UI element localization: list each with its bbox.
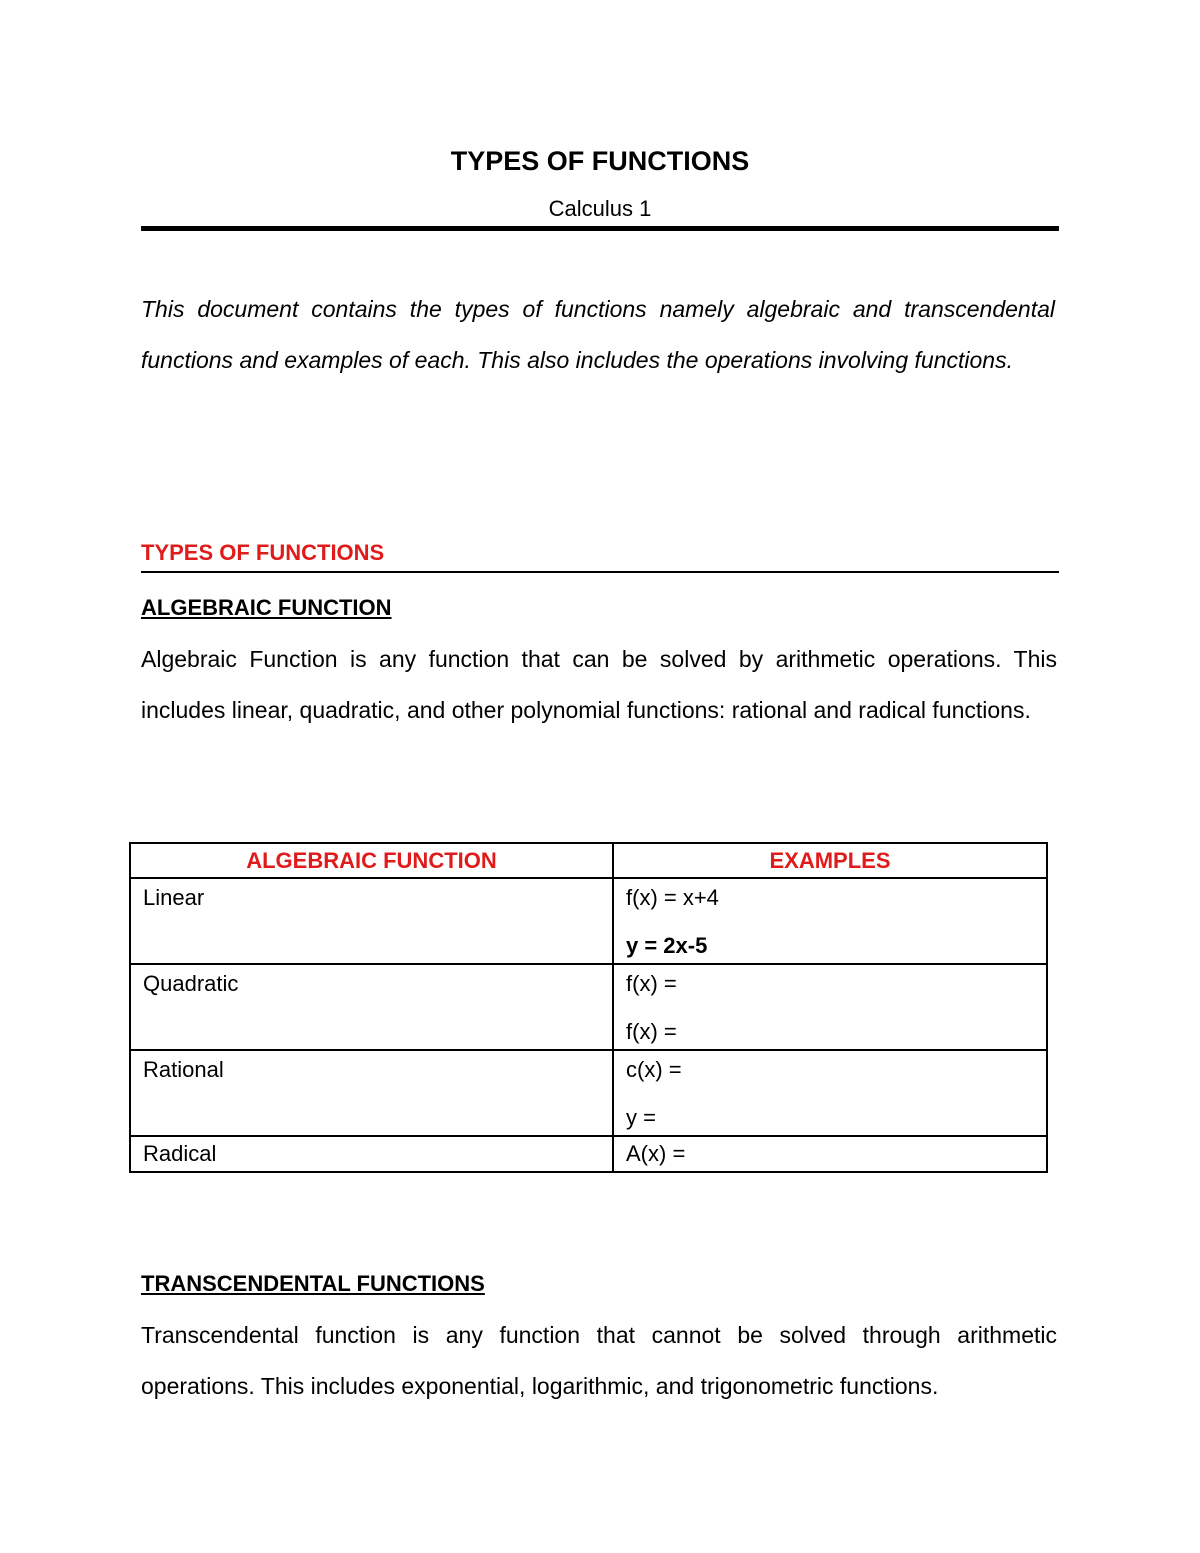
section-divider: [141, 571, 1059, 573]
table-header-type: ALGEBRAIC FUNCTION: [130, 843, 613, 878]
document-subtitle: Calculus 1: [548, 196, 652, 221]
section-heading: TYPES OF FUNCTIONS: [141, 540, 385, 565]
table-cell-type: Radical: [130, 1136, 613, 1172]
algebraic-paragraph: Algebraic Function is any function that can be solved by arithmetic operations. This includes linear, quadratic, and other polynomial functions: rational and radical functions.: [141, 646, 1057, 723]
transcendental-paragraph: Transcendental function is any function that cannot be solved through arithmetic operations. This includes exponential, logarithmic, and trigonometric functions.: [141, 1322, 1057, 1399]
document-title: TYPES OF FUNCTIONS: [450, 146, 750, 176]
table-cell-type: Linear: [130, 878, 613, 964]
table-cell-examples: c(x) = y =: [613, 1050, 1047, 1136]
table-cell-type: Rational: [130, 1050, 613, 1136]
transcendental-heading: TRANSCENDENTAL FUNCTIONS: [141, 1271, 485, 1296]
table-header-examples: EXAMPLES: [613, 843, 1047, 878]
table-cell-examples: A(x) =: [613, 1136, 1047, 1172]
table-header-row: [130, 843, 1047, 878]
table-row: [130, 878, 1047, 964]
table-row: [130, 1050, 1047, 1136]
table-cell-examples: f(x) = f(x) =: [613, 964, 1047, 1050]
title-divider: [141, 226, 1059, 231]
table-row: [130, 964, 1047, 1050]
table-row: [130, 1136, 1047, 1172]
algebraic-heading: ALGEBRAIC FUNCTION: [141, 595, 392, 620]
table-cell-examples: f(x) = x+4 y = 2x-5: [613, 878, 1047, 964]
algebraic-function-table: [129, 842, 1048, 1173]
table-cell-type: Quadratic: [130, 964, 613, 1050]
intro-paragraph: This document contains the types of functions namely algebraic and transcendental functions and examples of each. This also includes the operations involving functions.: [141, 296, 1055, 373]
